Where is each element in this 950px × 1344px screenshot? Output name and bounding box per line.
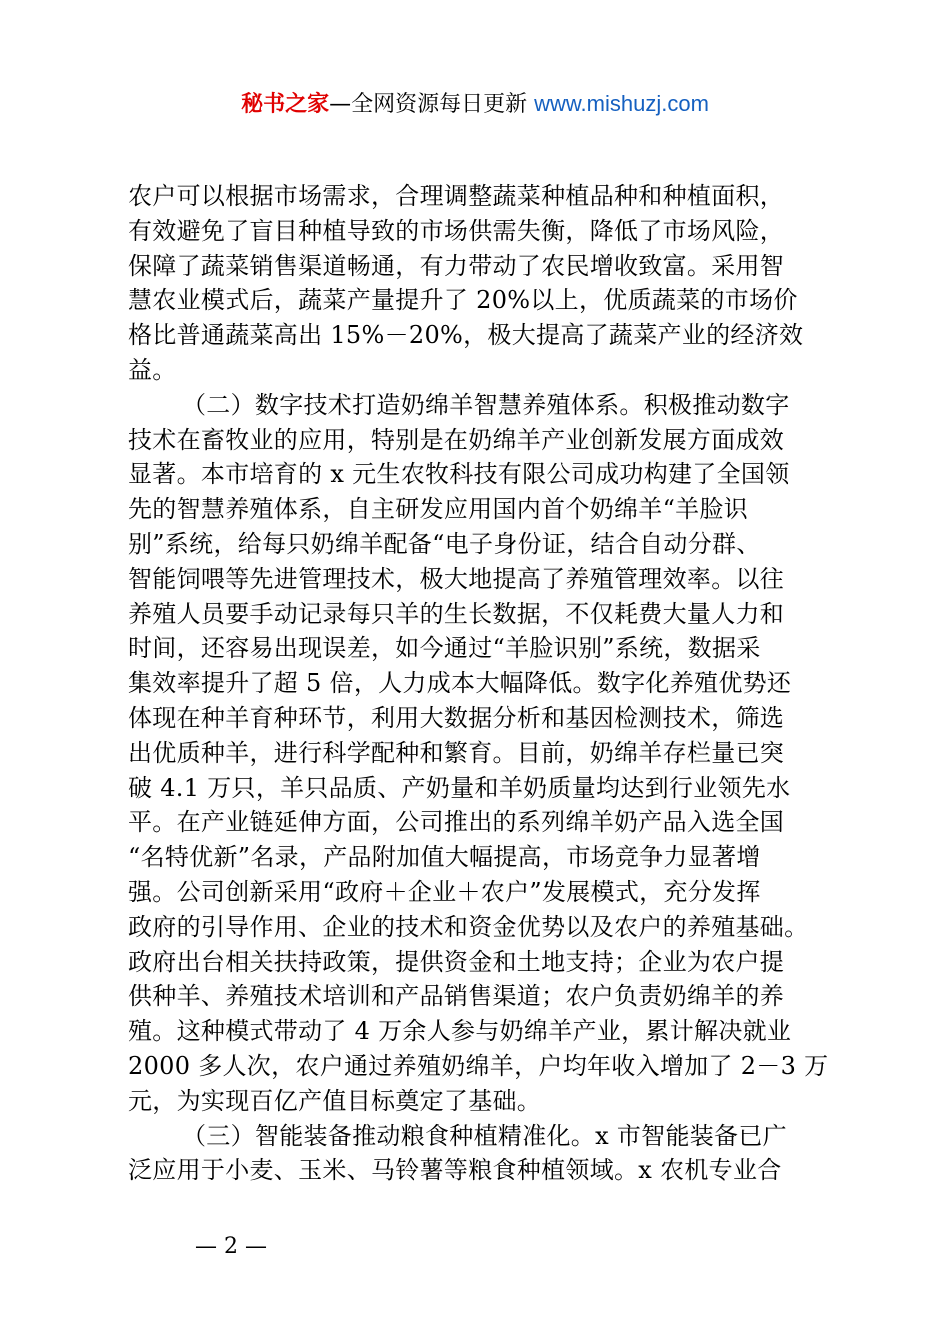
text-line: 破 4.1 万只，羊只品质、产奶量和羊奶质量均达到行业领先水 [128, 773, 791, 802]
text-line: 养殖人员要手动记录每只羊的生长数据，不仅耗费大量人力和 [128, 599, 785, 628]
text-line: 技术在畜牧业的应用，特别是在奶绵羊产业创新发展方面成效 [128, 425, 785, 454]
text-line: 集效率提升了超 5 倍，人力成本大幅降低。数字化养殖优势还 [128, 669, 792, 698]
text-line: 时间，还容易出现误差，如今通过“羊脸识别”系统，数据采 [128, 634, 761, 663]
text-line: 先的智慧养殖体系，自主研发应用国内首个奶绵羊“羊脸识 [128, 495, 749, 524]
banner-tagline: 全网资源每日更新 [351, 92, 528, 117]
text-line: 元，为实现百亿产值目标奠定了基础。 [128, 1086, 542, 1115]
site-banner [0, 88, 950, 121]
text-line: 显著。本市培育的 x 元生农牧科技有限公司成功构建了全国领 [128, 460, 790, 489]
text-line: 殖。这种模式带动了 4 万余人参与奶绵羊产业，累计解决就业 [128, 1017, 792, 1046]
text-line: 别”系统，给每只奶绵羊配备“电子身份证，结合自动分群、 [128, 529, 761, 558]
text-line: 慧农业模式后，蔬菜产量提升了 20%以上，优质蔬菜的市场价 [128, 286, 798, 315]
text-line: 政府出台相关扶持政策，提供资金和土地支持；企业为农户提 [128, 947, 785, 976]
text-line: 出优质种羊，进行科学配种和繁育。目前，奶绵羊存栏量已突 [128, 738, 785, 767]
text-line: 格比普通蔬菜高出 15%－20%，极大提高了蔬菜产业的经济效 [128, 321, 804, 350]
text-line: “名特优新”名录，产品附加值大幅提高，市场竞争力显著增 [128, 843, 761, 872]
text-line: 2000 多人次，农户通过养殖奶绵羊，户均年收入增加了 2－3 万 [128, 1051, 829, 1080]
page-number: — 2 — [195, 1234, 267, 1259]
text-line: 益。 [128, 355, 177, 384]
text-line: 政府的引导作用、企业的技术和资金优势以及农户的养殖基础。 [128, 912, 809, 941]
document-body [128, 179, 838, 1188]
text-line: 平。在产业链延伸方面，公司推出的系列绵羊奶产品入选全国 [128, 808, 785, 837]
text-line: 有效避免了盲目种植导致的市场供需失衡，降低了市场风险， [128, 216, 785, 245]
text-line: 体现在种羊育种环节，利用大数据分析和基因检测技术，筛选 [128, 703, 785, 732]
section-heading-line: （三）智能装备推动粮食种植精准化。x 市智能装备已广 [182, 1121, 787, 1150]
site-url-link[interactable]: www.mishuzj.com [534, 91, 709, 116]
banner-separator: — [329, 92, 352, 117]
text-line: 泛应用于小麦、玉米、马铃薯等粮食种植领域。x 农机专业合 [128, 1156, 782, 1185]
text-line: 智能饲喂等先进管理技术，极大地提高了养殖管理效率。以往 [128, 564, 785, 593]
brand-name: 秘书之家 [241, 92, 330, 117]
text-line: 供种羊、养殖技术培训和产品销售渠道；农户负责奶绵羊的养 [128, 982, 785, 1011]
section-heading-line: （二）数字技术打造奶绵羊智慧养殖体系。积极推动数字 [182, 390, 790, 419]
text-line: 保障了蔬菜销售渠道畅通，有力带动了农民增收致富。采用智 [128, 251, 785, 280]
text-line: 农户可以根据市场需求，合理调整蔬菜种植品种和种植面积， [128, 182, 785, 210]
text-line: 强。公司创新采用“政府＋企业＋农户”发展模式，充分发挥 [128, 877, 761, 906]
